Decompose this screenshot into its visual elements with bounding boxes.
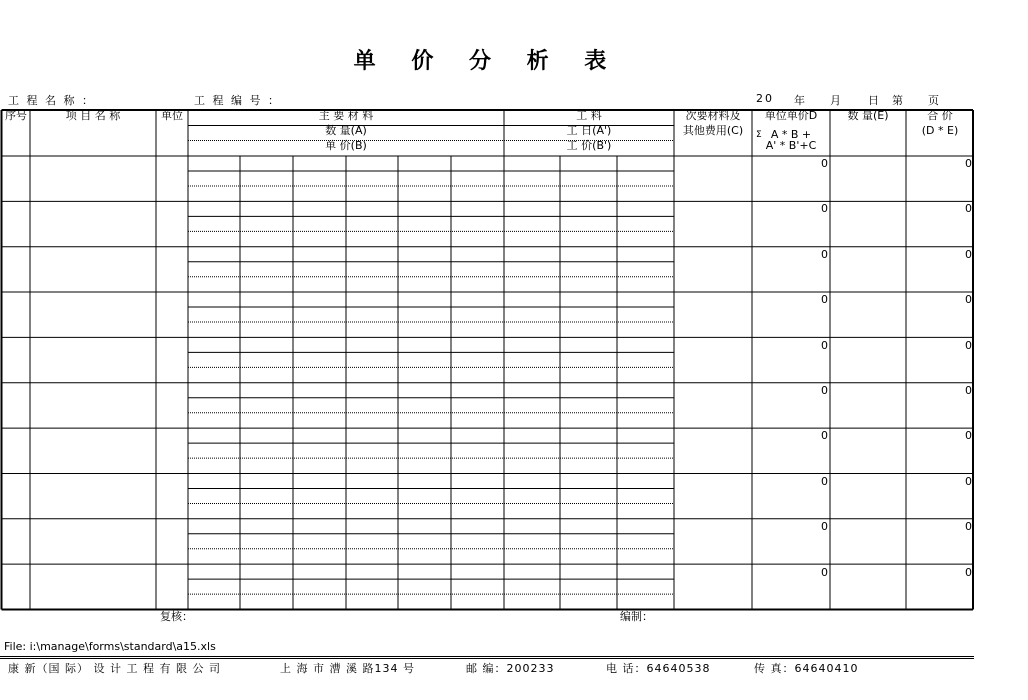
header-item-name: 项 目 名 称 bbox=[65, 109, 121, 122]
footer-postcode: 邮 编：200233 bbox=[466, 662, 555, 675]
footer-address: 上 海 市 漕 溪 路134 号 bbox=[280, 662, 415, 675]
total-value: 0 bbox=[965, 384, 972, 397]
date-year-prefix: 20 bbox=[756, 92, 774, 105]
unit-price-value: 0 bbox=[821, 384, 828, 397]
unit-price-value: 0 bbox=[821, 248, 828, 261]
unit-price-value: 0 bbox=[821, 429, 828, 442]
header-unit-price-line3: A' * B'+C bbox=[765, 139, 817, 152]
header-labor-price: 工 价(B') bbox=[566, 139, 612, 152]
total-value: 0 bbox=[965, 429, 972, 442]
footer-phone: 电 话：64640538 bbox=[606, 662, 711, 675]
review-label: 复核： bbox=[160, 610, 193, 623]
unit-price-value: 0 bbox=[821, 293, 828, 306]
footer-fax: 传 真：64640410 bbox=[754, 662, 859, 675]
unit-price-value: 0 bbox=[821, 475, 828, 488]
total-value: 0 bbox=[965, 248, 972, 261]
unit-price-value: 0 bbox=[821, 520, 828, 533]
footer-rule-bottom bbox=[0, 658, 974, 659]
project-name-label: 工 程 名 称 ： bbox=[8, 94, 95, 107]
header-main-material: 主 要 材 料 bbox=[318, 109, 374, 122]
header-qty-e: 数 量(E) bbox=[847, 109, 889, 122]
total-value: 0 bbox=[965, 202, 972, 215]
total-value: 0 bbox=[965, 339, 972, 352]
date-year-label: 年 bbox=[794, 94, 807, 107]
prepared-by-label: 编制： bbox=[620, 610, 653, 623]
header-workday: 工 日(A') bbox=[566, 124, 612, 137]
unit-price-value: 0 bbox=[821, 339, 828, 352]
header-seq: 序号 bbox=[5, 109, 27, 122]
date-month-label: 月 bbox=[830, 94, 843, 107]
project-no-label: 工 程 编 号 ： bbox=[194, 94, 281, 107]
page-no-prefix: 第 bbox=[892, 94, 905, 107]
header-labor: 工 料 bbox=[576, 109, 602, 122]
unit-price-value: 0 bbox=[821, 157, 828, 170]
header-unit-price-line2: A * B + bbox=[770, 128, 812, 141]
total-value: 0 bbox=[965, 520, 972, 533]
page-no-label: 页 bbox=[928, 94, 941, 107]
footer-company: 康 新（国 际） 设 计 工 程 有 限 公 司 bbox=[8, 662, 221, 675]
unit-price-value: 0 bbox=[821, 566, 828, 579]
header-secondary-line2: 其他费用(C) bbox=[682, 124, 744, 137]
header-qty-a: 数 量(A) bbox=[325, 124, 367, 137]
date-day-label: 日 bbox=[868, 94, 881, 107]
sigma-symbol: Σ bbox=[756, 130, 762, 140]
header-total-line2: (D * E) bbox=[921, 124, 959, 137]
page-title: 单 价 分 析 表 bbox=[353, 49, 621, 74]
header-total-line1: 合 价 bbox=[927, 109, 953, 122]
header-unit: 单位 bbox=[161, 109, 183, 122]
footer-rule-top bbox=[0, 656, 974, 657]
total-value: 0 bbox=[965, 566, 972, 579]
total-value: 0 bbox=[965, 475, 972, 488]
total-value: 0 bbox=[965, 157, 972, 170]
unit-price-value: 0 bbox=[821, 202, 828, 215]
total-value: 0 bbox=[965, 293, 972, 306]
header-unit-price-line1: 单位单价D bbox=[764, 109, 818, 122]
file-path: File: i:\manage\forms\standard\a15.xls bbox=[4, 640, 216, 653]
header-price-b: 单 价(B) bbox=[325, 139, 367, 152]
header-secondary-line1: 次要材料及 bbox=[685, 109, 741, 122]
